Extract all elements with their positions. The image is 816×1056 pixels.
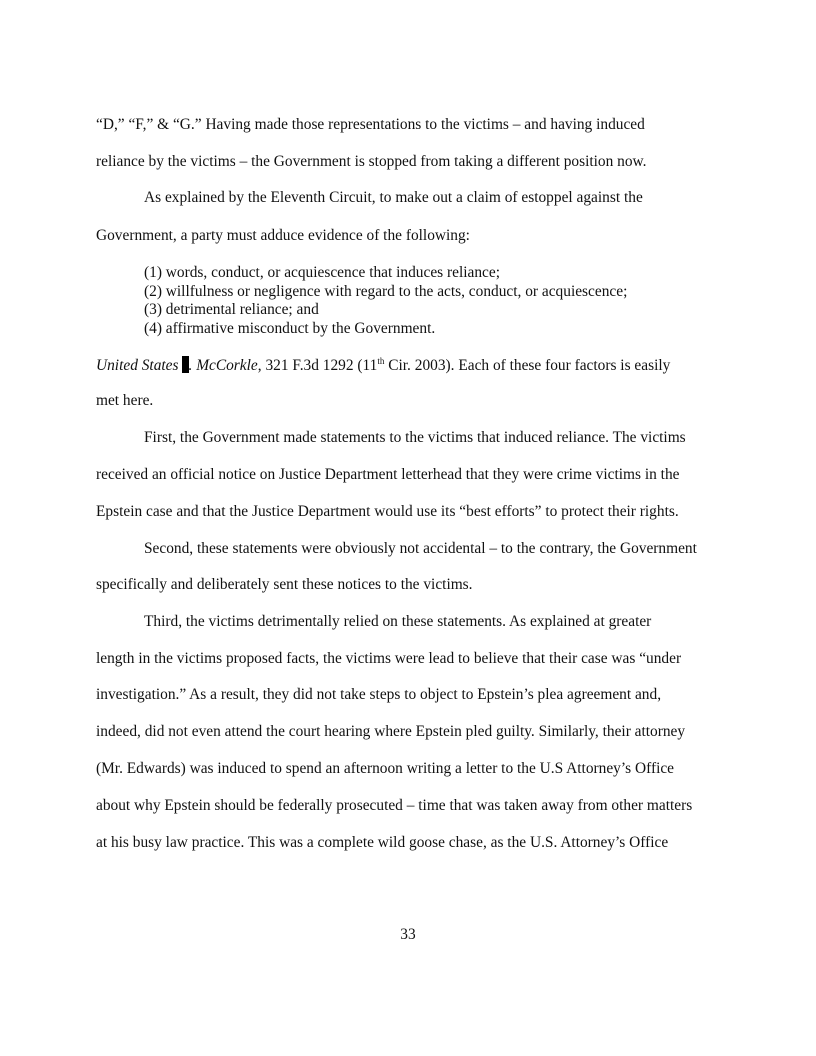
reporter-citation: , 321 F.3d 1292 (11	[257, 357, 378, 374]
body-line: length in the victims proposed facts, the victims were lead to believe that their case was “under	[96, 650, 682, 667]
case-name-start: United States	[96, 357, 179, 374]
factor-item: (3) detrimental reliance; and	[144, 301, 319, 318]
body-line: about why Epstein should be federally prosecuted – time that was taken away from other matters	[96, 797, 693, 814]
case-name-end: . McCorkle	[188, 357, 258, 374]
body-line: investigation.” As a result, they did not take steps to object to Epstein’s plea agreement and,	[96, 686, 662, 703]
ordinal-suffix: th	[377, 356, 385, 366]
body-line: (Mr. Edwards) was induced to spend an afternoon writing a letter to the U.S Attorney’s Office	[96, 760, 675, 777]
redaction-bar	[182, 356, 189, 373]
court-year: Cir. 2003). Each of these four factors is easily	[384, 357, 671, 374]
factor-item: (4) affirmative misconduct by the Government.	[144, 319, 436, 337]
paragraph-first-line: Second, these statements were obviously not accidental – to the contrary, the Government	[144, 540, 697, 557]
page-number: 33	[400, 926, 416, 943]
body-line: met here.	[96, 392, 154, 409]
body-line: received an official notice on Justice Department letterhead that they were crime victims in the	[96, 466, 680, 483]
citation-line	[96, 356, 670, 375]
body-line: Government, a party must adduce evidence of the following:	[96, 227, 470, 244]
body-line: at his busy law practice. This was a complete wild goose chase, as the U.S. Attorney’s Office	[96, 834, 669, 851]
body-line: reliance by the victims – the Government is stopped from taking a different position now.	[96, 153, 647, 170]
block-quote-factors	[144, 264, 627, 338]
body-line: Epstein case and that the Justice Department would use its “best efforts” to protect their rights.	[96, 503, 679, 520]
body-line: “D,” “F,” & “G.” Having made those representations to the victims – and having induced	[96, 116, 645, 133]
paragraph-first-line: First, the Government made statements to the victims that induced reliance. The victims	[144, 429, 686, 446]
paragraph-first-line: Third, the victims detrimentally relied on these statements. As explained at greater	[144, 613, 652, 630]
factor-item: (1) words, conduct, or acquiescence that induces reliance;	[144, 264, 500, 281]
body-line: specifically and deliberately sent these notices to the victims.	[96, 576, 473, 593]
body-line: indeed, did not even attend the court hearing where Epstein pled guilty. Similarly, their attorney	[96, 723, 686, 740]
paragraph-first-line: As explained by the Eleventh Circuit, to make out a claim of estoppel against the	[144, 189, 643, 206]
factor-item: (2) willfulness or negligence with regard to the acts, conduct, or acquiescence;	[144, 282, 628, 300]
